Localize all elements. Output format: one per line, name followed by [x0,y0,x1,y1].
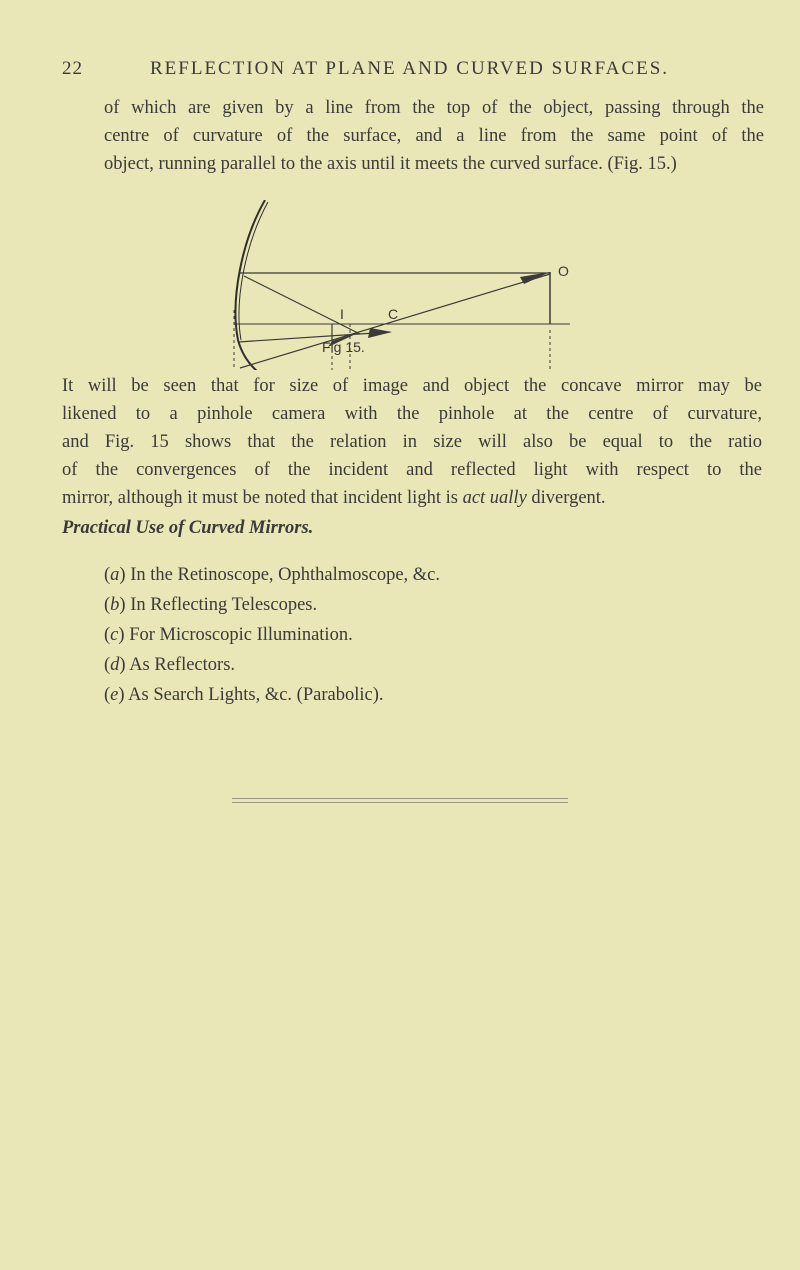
emphasis-text: act ually [462,488,527,508]
figure-caption: Fig 15. [322,339,365,355]
list-item: (d) As Reflectors. [104,655,236,675]
figure-15-diagram [220,200,580,370]
list-item: (c) For Microscopic Illumination. [104,625,353,645]
last-line-start: mirror, although it must be noted that incident light is [62,488,458,508]
paragraph-line: of the convergences of the incident and reflected light with respect to the [62,460,762,480]
paragraph-line: centre of curvature of the surface, and a line from the same point of the [104,126,764,146]
reflected-ray [244,276,360,334]
list-item-text: As Reflectors. [129,655,236,675]
uses-list [104,560,440,710]
divider [232,798,568,799]
paragraph-line: and Fig. 15 shows that the relation in size will also be equal to the ratio [62,432,762,452]
list-marker: d [110,655,120,675]
list-marker: a [110,565,120,585]
page-header [62,58,752,84]
list-marker: c [110,625,119,645]
list-item-text: For Microscopic Illumination. [129,625,353,645]
object-label: O [558,263,569,279]
list-item: (b) In Reflecting Telescopes. [104,595,318,615]
list-item-text: In Reflecting Telescopes. [130,595,318,615]
paragraph-intro [104,94,764,178]
list-item: (e) As Search Lights, &c. (Parabolic). [104,685,384,705]
section-heading: Practical Use of Curved Mirrors. [62,518,314,538]
running-head: REFLECTION AT PLANE AND CURVED SURFACES. [150,58,670,79]
centre-label: C [388,306,399,322]
list-marker: e [110,685,119,705]
paragraph-line: object, running parallel to the axis until it meets the curved surface. (Fig. 15.) [104,154,677,174]
paragraph-line [62,484,762,512]
divider [232,802,568,803]
paragraph-analysis [62,372,762,512]
list-item-text: In the Retinoscope, Ophthalmoscope, &c. [130,565,441,585]
list-item-text: As Search Lights, &c. (Parabolic). [128,685,384,705]
concave-mirror-curve [236,200,265,370]
paragraph-line: of which are given by a line from the top of the object, passing through the [104,98,764,118]
image-label: I [340,306,344,322]
reflected-ray-lower [238,332,390,342]
paragraph-line: It will be seen that for size of image and object the concave mirror may be [62,376,762,396]
list-item: (a) In the Retinoscope, Ophthalmoscope, &c. [104,565,441,585]
ray-arrowhead [520,272,550,284]
last-line-end: divergent. [531,488,606,508]
ray-arrowhead [368,328,392,338]
list-marker: b [110,595,120,615]
page-number: 22 [62,58,83,79]
paragraph-line: likened to a pinhole camera with the pinhole at the centre of curvature, [62,404,762,424]
